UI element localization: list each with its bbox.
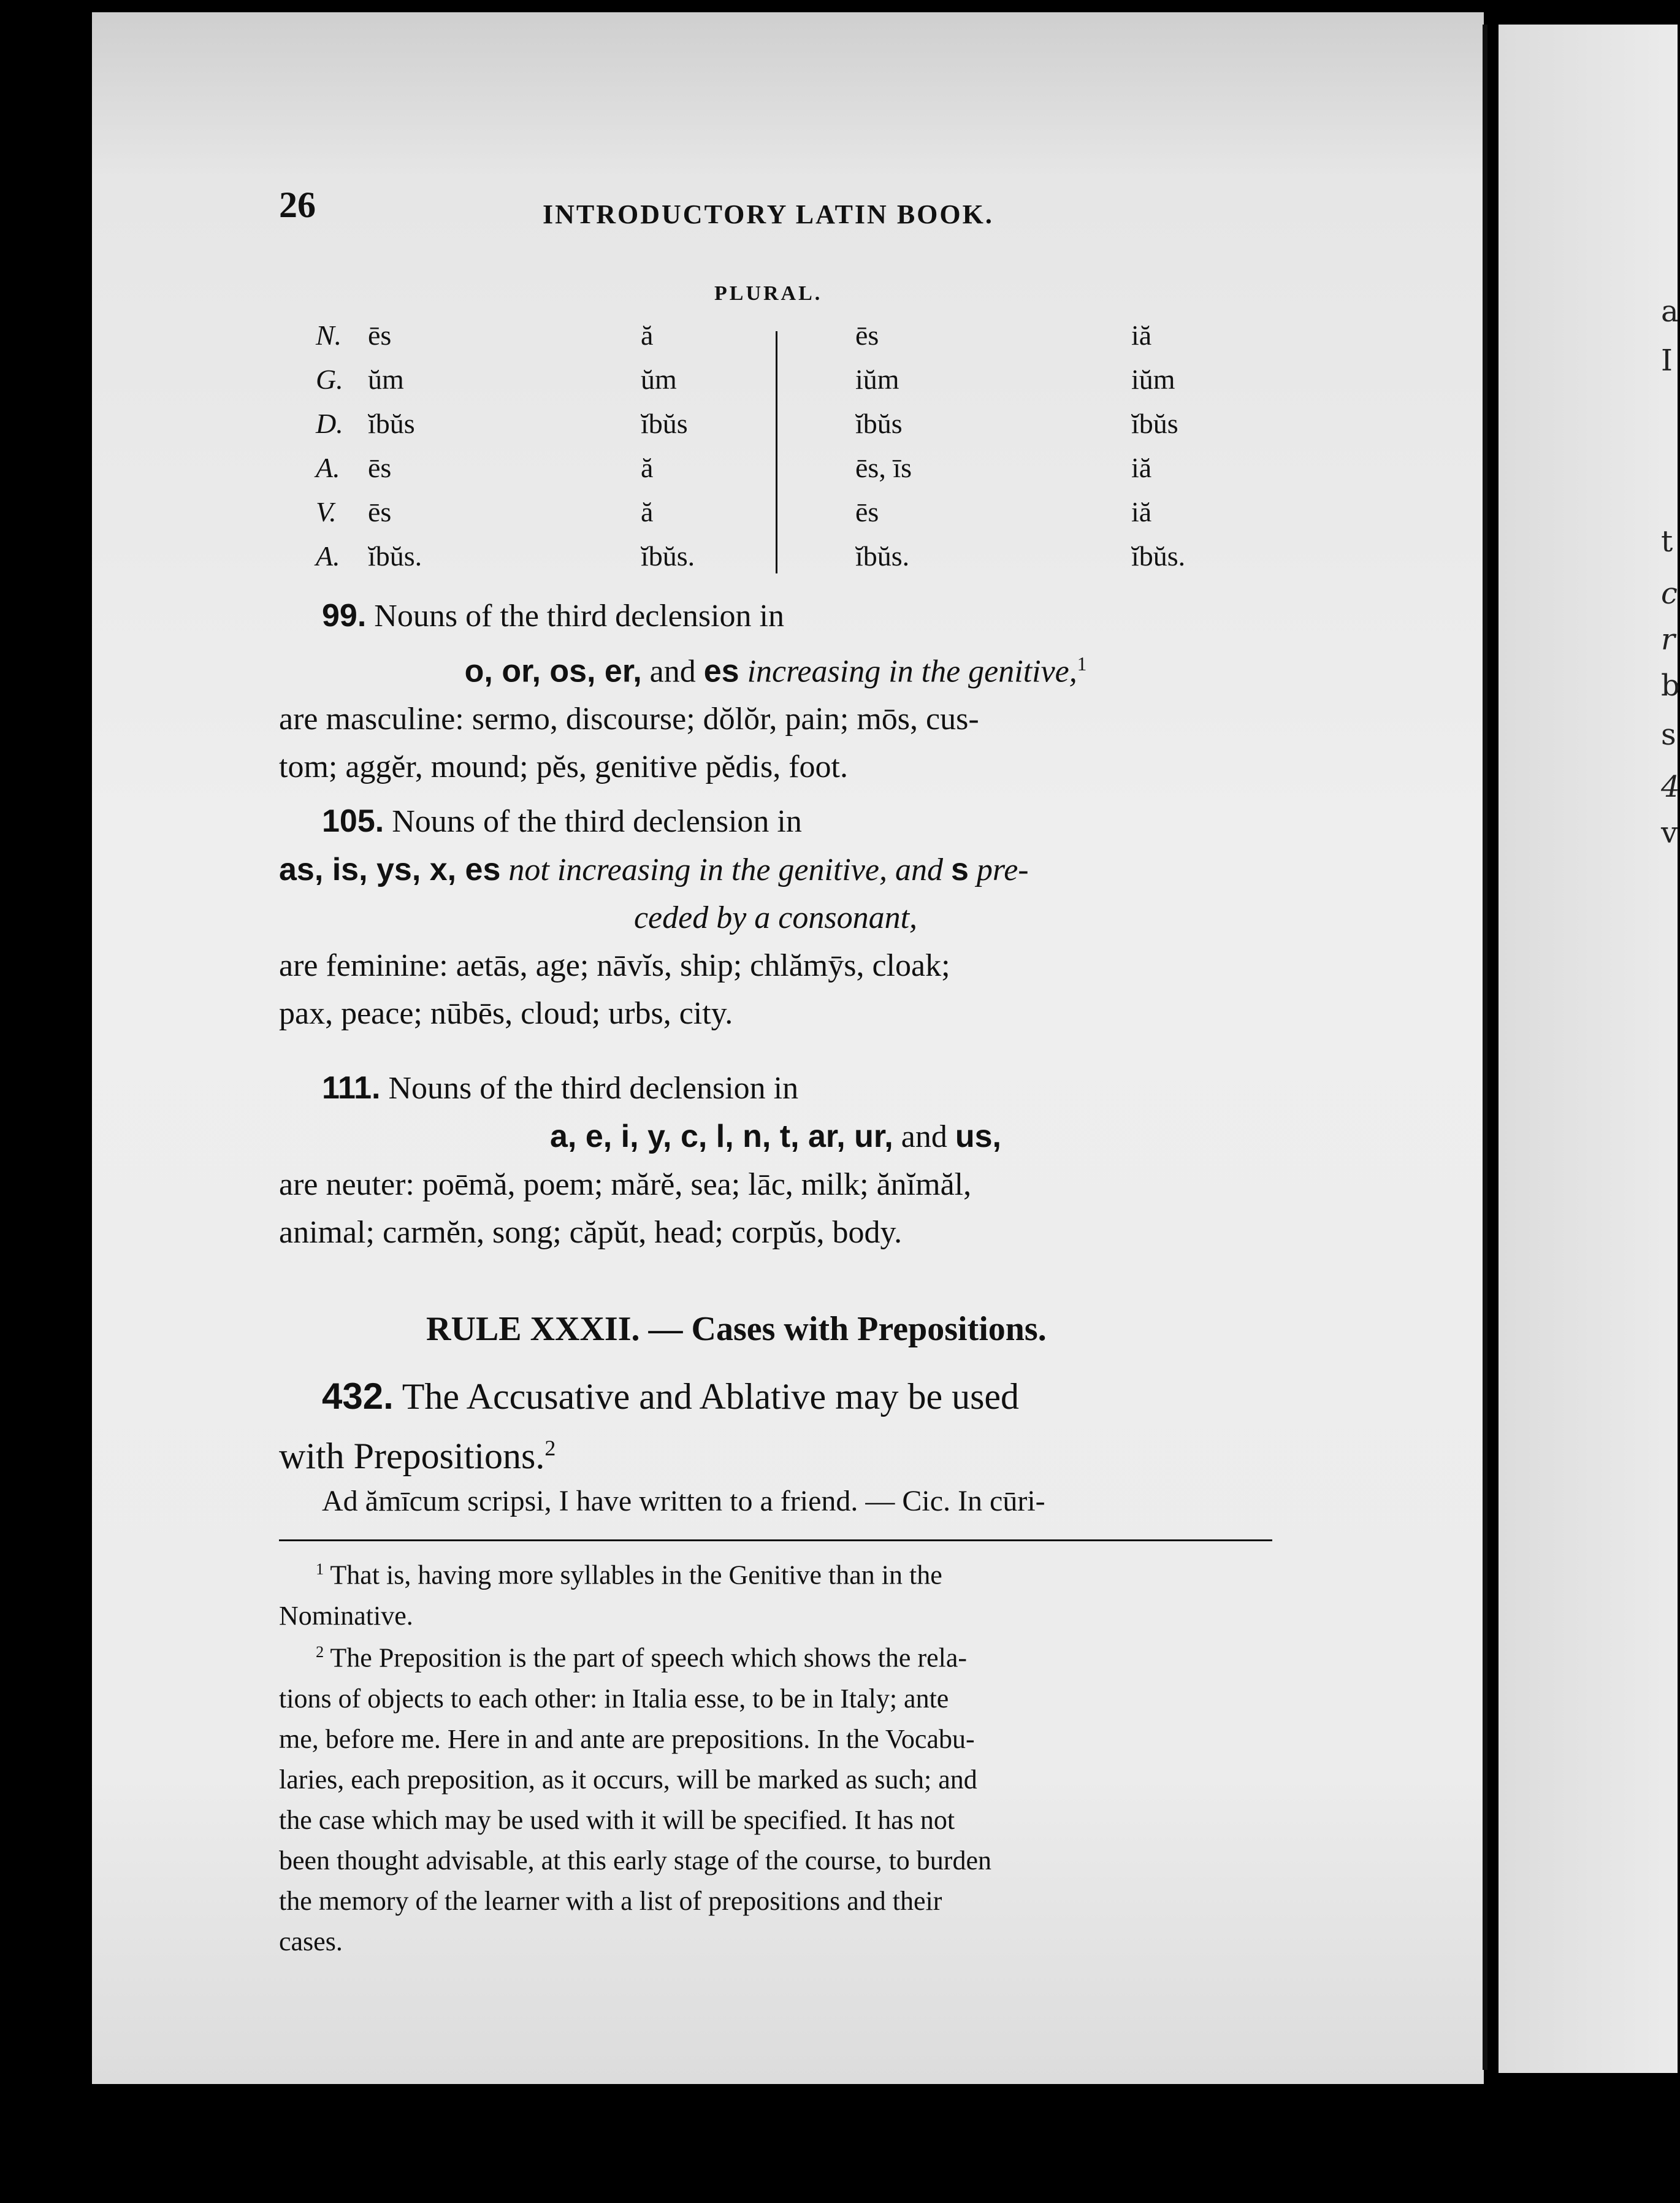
declension-row [316,496,1235,538]
ending-cell: ēs [855,320,879,351]
section-number: 99. [322,598,367,634]
right-page-letter: c [1661,577,1678,611]
ending-cell: ēs [368,320,392,351]
footnote-line: The Preposition is the part of speech which shows the rela- [330,1642,968,1673]
page-number: 26 [279,185,316,225]
ending-cell: ēs [368,496,392,527]
footnote-line: cases. [279,1926,343,1956]
rule-line: are feminine: aetās, age; nāvĭs, ship; chlămȳs, cloak; [279,948,950,983]
ending-cell: ŭm [641,364,677,395]
plural-heading: PLURAL. [714,282,823,305]
ending-cell: ŭm [368,364,404,395]
section-number: 105. [322,803,384,839]
condition-text: not increasing in the genitive, and [508,852,943,887]
ending-cell: iă [1131,496,1152,527]
case-label: V. [316,496,337,527]
book-gutter [1483,25,1487,2070]
conjunction: and [649,654,696,689]
section-intro: Nouns of the third declension in [392,804,802,839]
ending-cell: ēs [855,496,879,527]
footnote-line: laries, each preposition, as it occurs, will be marked as such; and [279,1764,977,1795]
rule-line: tom; aggĕr, mound; pĕs, genitive pĕdis, foot. [279,749,848,785]
condition-text: increasing in the genitive, [747,654,1077,689]
declension-row [316,540,1235,583]
ending-es: es [703,653,739,689]
ending-cell: iă [1131,452,1152,483]
ending-cell: ĭbŭs [1131,408,1178,439]
footnote-mark: 1 [1077,653,1087,675]
right-page-letter: r [1661,623,1675,657]
footnote-number: 2 [316,1642,324,1661]
rule-heading: RULE XXXII. — Cases with Prepositions. [426,1310,1047,1348]
declension-row [316,319,1235,362]
footnote-line: been thought advisable, at this early stage of the course, to burden [279,1845,991,1875]
ending-cell: ĭbŭs [641,408,688,439]
case-label: D. [316,408,343,439]
section-number: 432. [322,1376,394,1417]
section-intro: Nouns of the third declension in [374,599,784,634]
rule-432 [279,1371,1272,1482]
rule-line: animal; carmĕn, song; căpŭt, head; corpŭs, body. [279,1215,903,1250]
declension-row [316,363,1235,406]
ending-us: us, [955,1119,1001,1154]
ending-cell: ĭbŭs. [855,540,910,572]
footnote-mark: 2 [544,1436,556,1460]
section-number: 111. [322,1070,381,1106]
ending-cell: ă [641,320,654,351]
right-page-letter: t [1661,524,1673,559]
right-page-letter: b [1661,669,1680,703]
case-label: A. [316,452,340,483]
ending-cell: iŭm [1131,364,1175,395]
endings-list: o, or, os, er, [464,653,642,689]
conjunction: and [901,1119,947,1154]
footnote-line: That is, having more syllables in the Genitive than in the [330,1560,942,1590]
section-111 [279,1064,1272,1257]
case-label: G. [316,364,343,395]
ending-cell: ĭbŭs [368,408,415,439]
right-page-letter: a [1661,294,1679,329]
declension-row [316,451,1235,494]
footnote-line: tions of objects to each other: in Italia esse, to be in Italy; ante [279,1683,949,1714]
ending-cell: ēs, īs [855,452,912,483]
footnote-line: me, before me. Here in and ante are prepositions. In the Vocabu- [279,1723,975,1754]
rule-line: are neuter: poēmă, poem; mărĕ, sea; lāc, milk; ănĭmăl, [279,1167,972,1202]
ending-cell: ĭbŭs. [368,540,422,572]
footnote-line: the memory of the learner with a list of prepositions and their [279,1885,942,1916]
right-page-letter: s [1661,718,1676,752]
footnote-number: 1 [316,1560,324,1578]
right-page-edge [1499,25,1678,2073]
ending-cell: ă [641,452,654,483]
ending-cell: iŭm [855,364,899,395]
declension-row [316,407,1235,450]
rule-text: The Accusative and Ablative may be used [402,1376,1020,1417]
section-intro: Nouns of the third declension in [388,1071,799,1106]
section-105 [279,797,1272,1038]
footnote-line: Nominative. [279,1600,413,1631]
endings-list: as, is, ys, x, es [279,852,501,887]
ending-cell: ĭbŭs [855,408,903,439]
rule-line: pax, peace; nūbēs, cloud; urbs, city. [279,996,733,1031]
section-99 [279,592,1272,791]
page-content [279,0,1272,2080]
ending-cell: iă [1131,320,1152,351]
endings-list: a, e, i, y, c, l, n, t, ar, ur, [550,1119,893,1154]
example-sentence: Ad ămīcum scripsi, I have written to a friend. — Cic. In cūri- [322,1485,1045,1517]
ending-cell: ă [641,496,654,527]
footnote-line: the case which may be used with it will be specified. It has not [279,1804,955,1835]
condition-text: pre- [976,852,1029,887]
ending-cell: ĭbŭs. [641,540,695,572]
ending-cell: ēs [368,452,392,483]
running-head: INTRODUCTORY LATIN BOOK. [543,199,994,229]
footnote-1 [279,1549,1272,1636]
condition-text: ceded by a consonant, [633,900,918,935]
rule-line: are masculine: sermo, discourse; dŏlŏr, pain; mōs, cus- [279,702,979,737]
case-label: N. [316,320,342,351]
ending-cell: ĭbŭs. [1131,540,1186,572]
right-page-letter: I [1661,343,1673,378]
footnote-2 [279,1631,1272,1962]
ending-s: s [951,852,969,887]
rule-text: with Prepositions. [279,1436,545,1476]
right-page-letter: 4 [1661,770,1680,804]
right-page-letter: v [1661,816,1678,850]
footnote-separator [279,1539,1272,1541]
case-label: A. [316,540,340,572]
